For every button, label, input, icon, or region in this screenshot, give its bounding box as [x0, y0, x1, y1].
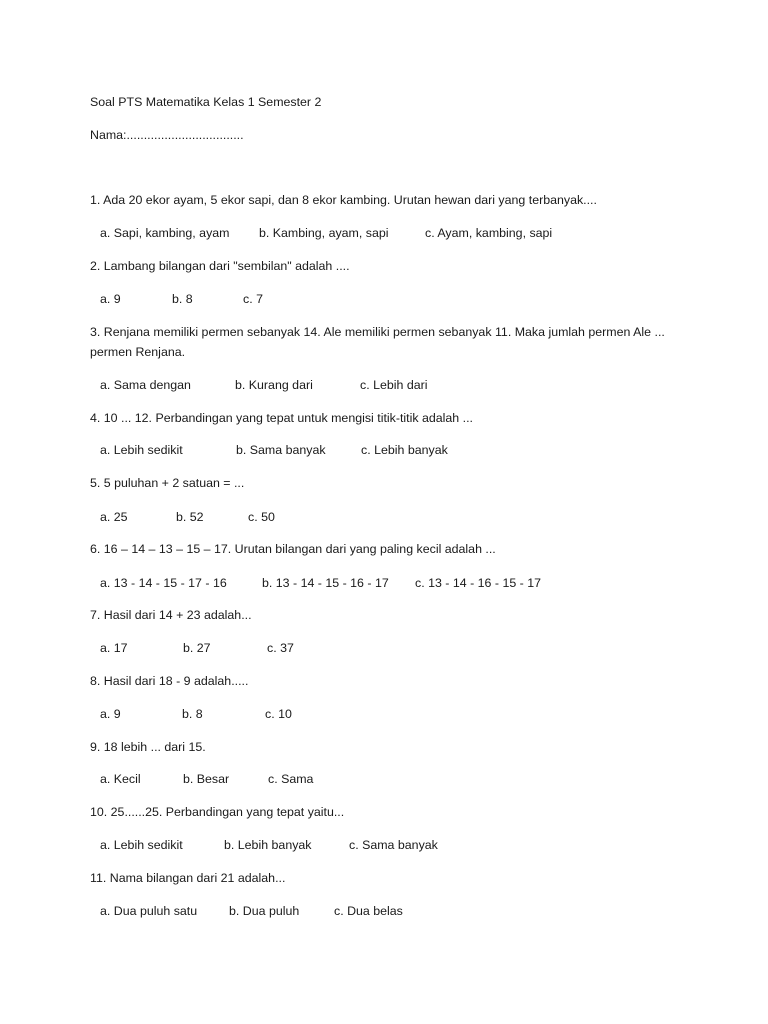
option-c: c. Sama	[268, 772, 314, 786]
option-a: a. Lebih sedikit	[100, 443, 183, 457]
option-c: c. Dua belas	[334, 904, 403, 918]
option-b: b. 27	[183, 641, 211, 655]
option-a: a. Dua puluh satu	[100, 904, 198, 918]
option-c: c. Lebih banyak	[361, 443, 448, 457]
option-c: c. Lebih dari	[360, 378, 428, 392]
question-11: 11. Nama bilangan dari 21 adalah...	[90, 871, 286, 885]
option-c: c. 7	[243, 292, 263, 306]
option-c: c. 10	[265, 707, 292, 721]
question-4: 4. 10 ... 12. Perbandingan yang tepat untuk mengisi titik-titik adalah ...	[90, 411, 473, 425]
option-b: b. Dua puluh	[229, 904, 300, 918]
question-10: 10. 25......25. Perbandingan yang tepat yaitu...	[90, 805, 345, 819]
option-b: b. Lebih banyak	[224, 838, 312, 852]
question-9: 9. 18 lebih ... dari 15.	[90, 740, 206, 754]
option-b: b. Kambing, ayam, sapi	[259, 226, 389, 240]
option-c: c. Ayam, kambing, sapi	[425, 226, 553, 240]
option-a: a. Sama dengan	[100, 378, 191, 392]
question-2: 2. Lambang bilangan dari "sembilan" adalah ....	[90, 259, 350, 273]
option-b: b. 8	[172, 292, 193, 306]
option-a: a. 13 - 14 - 15 - 17 - 16	[100, 576, 227, 590]
name-field: Nama:..................................	[90, 128, 244, 142]
option-b: b. 52	[176, 510, 204, 524]
option-a: a. Sapi, kambing, ayam	[100, 226, 230, 240]
option-a: a. Kecil	[100, 772, 141, 786]
option-b: b. 8	[182, 707, 203, 721]
question-3-continued: permen Renjana.	[90, 345, 186, 359]
document-title: Soal PTS Matematika Kelas 1 Semester 2	[90, 95, 322, 109]
option-b: b. Besar	[183, 772, 230, 786]
question-8: 8. Hasil dari 18 - 9 adalah.....	[90, 674, 249, 688]
option-c: c. 13 - 14 - 16 - 15 - 17	[415, 576, 542, 590]
option-c: c. Sama banyak	[349, 838, 438, 852]
question-6: 6. 16 – 14 – 13 – 15 – 17. Urutan bilangan dari yang paling kecil adalah ...	[90, 542, 496, 556]
option-a: a. 25	[100, 510, 128, 524]
question-1: 1. Ada 20 ekor ayam, 5 ekor sapi, dan 8 ekor kambing. Urutan hewan dari yang terbanyak....	[90, 193, 597, 207]
option-b: b. Kurang dari	[235, 378, 313, 392]
option-a: a. 17	[100, 641, 128, 655]
question-3: 3. Renjana memiliki permen sebanyak 14. Ale memiliki permen sebanyak 11. Maka jumlah permen Ale ...	[90, 325, 665, 339]
question-5: 5. 5 puluhan + 2 satuan = ...	[90, 476, 245, 490]
option-b: b. 13 - 14 - 15 - 16 - 17	[262, 576, 389, 590]
option-a: a. 9	[100, 292, 121, 306]
option-a: a. 9	[100, 707, 121, 721]
option-c: c. 50	[248, 510, 275, 524]
option-a: a. Lebih sedikit	[100, 838, 183, 852]
option-c: c. 37	[267, 641, 294, 655]
question-7: 7. Hasil dari 14 + 23 adalah...	[90, 608, 252, 622]
option-b: b. Sama banyak	[236, 443, 326, 457]
